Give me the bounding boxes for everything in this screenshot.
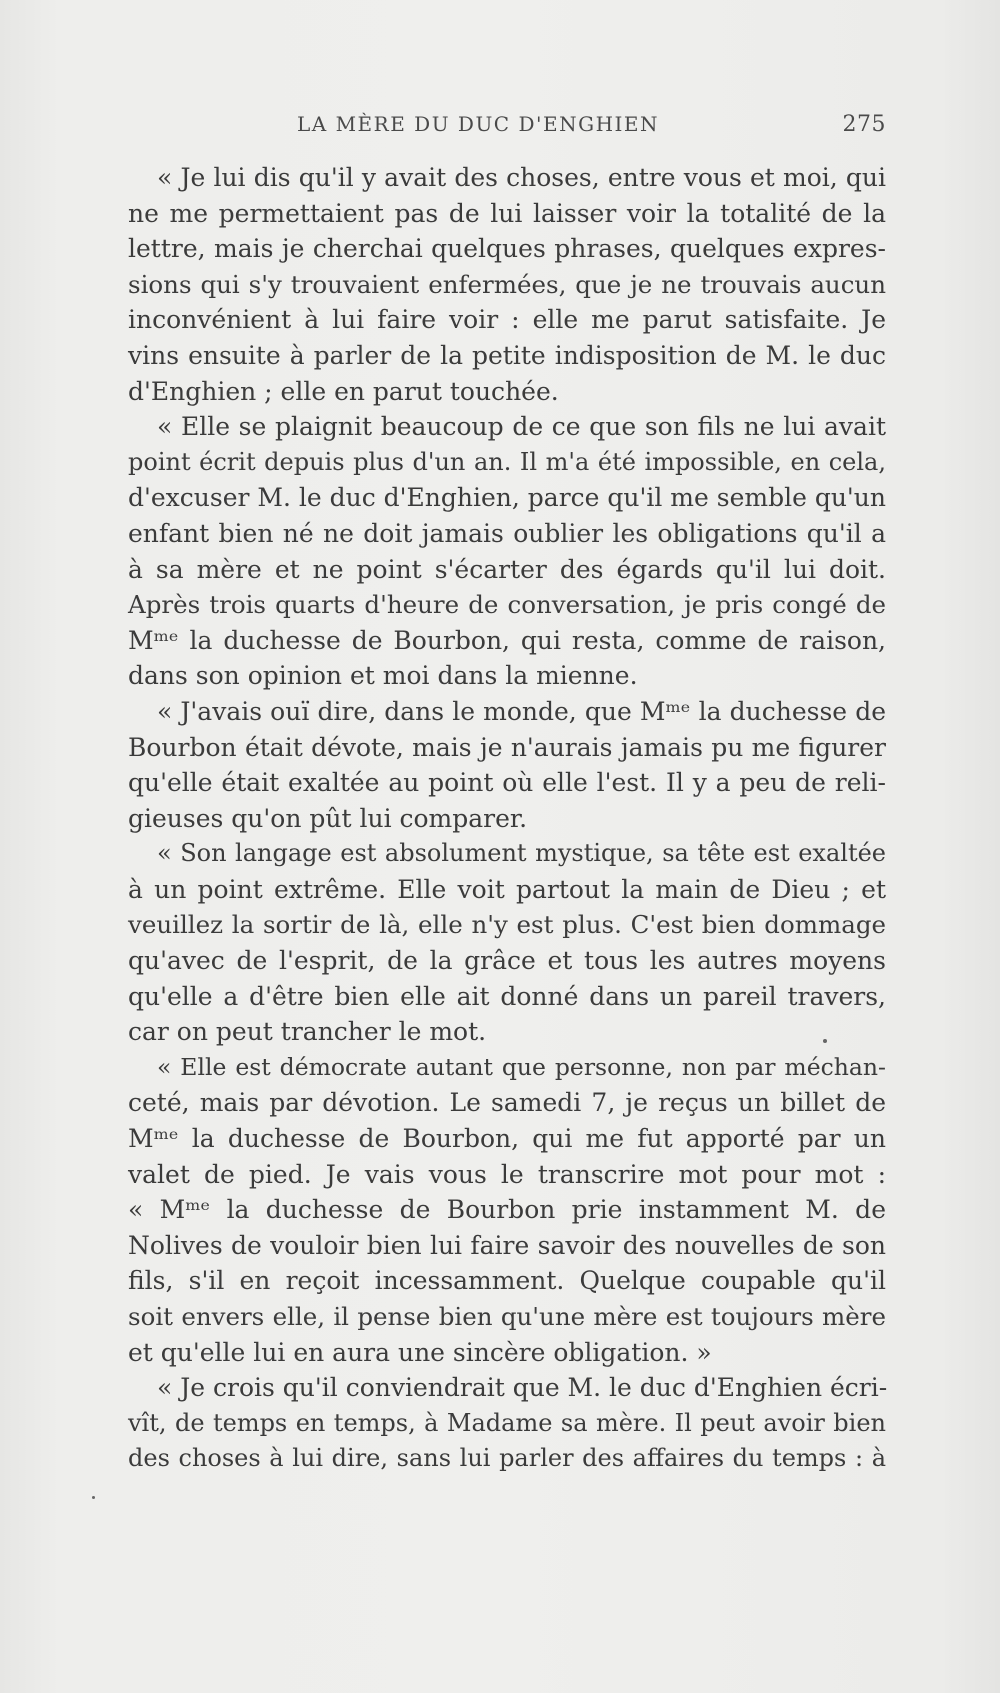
text-line: qu'avec de l'esprit, de la grâce et tous les autres moyens (128, 946, 886, 976)
text-line: valet de pied. Je vais vous le transcrire mot pour mot : (128, 1159, 886, 1189)
print-speck (92, 1496, 95, 1499)
text-line: « Je lui dis qu'il y avait des choses, entre vous et moi, qui (157, 163, 886, 192)
body-text (128, 160, 886, 1477)
text-line: Après trois quarts d'heure de conversation, je pris congé de (128, 590, 886, 620)
text-line: ne me permettaient pas de lui laisser voir la totalité de la (128, 198, 886, 228)
text-line: lettre, mais je cherchai quelques phrases, quelques expres- (128, 234, 886, 264)
text-line: enfant bien né ne doit jamais oublier les obligations qu'il a (128, 518, 886, 548)
text-line: « J'avais ouï dire, dans le monde, que Mᵐᵉ la duchesse de (157, 696, 886, 726)
text-line: gieuses qu'on pût lui comparer. (128, 803, 528, 833)
text-line: car on peut trancher le mot. (128, 1017, 487, 1047)
text-line: « Elle est démocrate autant que personne, non par méchan- (157, 1052, 886, 1081)
text-line: Mᵐᵉ la duchesse de Bourbon, qui resta, comme de raison, (128, 625, 886, 655)
text-line: fils, s'il en reçoit incessamment. Quelque coupable qu'il (128, 1266, 886, 1296)
text-line: « Je crois qu'il conviendrait que M. le duc d'Enghien écri- (157, 1373, 888, 1403)
text-line: des choses à lui dire, sans lui parler des affaires du temps : à (128, 1444, 886, 1473)
text-line: à sa mère et ne point s'écarter des égards qu'il lui doit. (128, 554, 886, 584)
text-line: qu'elle a d'être bien elle ait donné dans un pareil travers, (128, 981, 886, 1011)
text-line: d'Enghien ; elle en parut touchée. (128, 376, 559, 406)
text-line: dans son opinion et moi dans la mienne. (128, 661, 638, 691)
text-line: point écrit depuis plus d'un an. Il m'a été impossible, en cela, (128, 447, 886, 476)
text-line: veuillez la sortir de là, elle n'y est plus. C'est bien dommage (128, 910, 886, 940)
text-line: inconvénient à lui faire voir : elle me parut satisfaite. Je (128, 305, 886, 335)
text-line: soit envers elle, il pense bien qu'une mère est toujours mère (128, 1302, 886, 1331)
text-line: d'excuser M. le duc d'Enghien, parce qu'il me semble qu'un (128, 483, 887, 513)
text-line: Bourbon était dévote, mais je n'aurais jamais pu me figurer (128, 732, 886, 762)
text-line: sions qui s'y trouvaient enfermées, que je ne trouvais aucun (128, 269, 886, 299)
running-title: LA MÈRE DU DUC D'ENGHIEN (296, 112, 660, 136)
text-line: et qu'elle lui en aura une sincère obligation. » (128, 1337, 712, 1367)
running-head (128, 112, 886, 144)
text-line: « Mᵐᵉ la duchesse de Bourbon prie instamment M. de (128, 1195, 886, 1225)
text-line: qu'elle était exaltée au point où elle l'est. Il y a peu de reli- (128, 768, 886, 798)
page-number: 275 (842, 112, 886, 137)
text-line: ceté, mais par dévotion. Le samedi 7, je reçus un billet de (128, 1088, 886, 1118)
text-line: Mᵐᵉ la duchesse de Bourbon, qui me fut apporté par un (128, 1124, 886, 1154)
text-line: vît, de temps en temps, à Madame sa mère. Il peut avoir bien (128, 1408, 886, 1437)
print-speck (823, 1039, 827, 1043)
text-line: « Elle se plaignit beaucoup de ce que son fils ne lui avait (157, 412, 886, 442)
text-line: « Son langage est absolument mystique, sa tête est exaltée (157, 839, 886, 868)
text-line: vins ensuite à parler de la petite indisposition de M. le duc (128, 340, 886, 370)
text-line: à un point extrême. Elle voit partout la main de Dieu ; et (128, 874, 886, 904)
text-line: Nolives de vouloir bien lui faire savoir des nouvelles de son (128, 1230, 886, 1260)
